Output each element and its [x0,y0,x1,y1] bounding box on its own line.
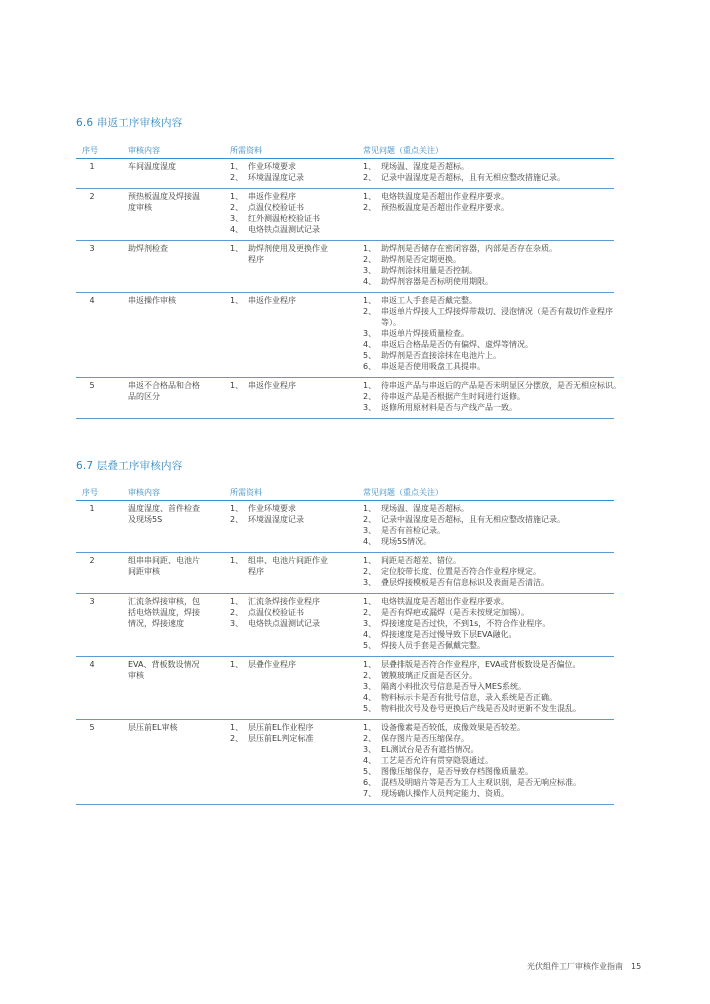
common-issue-entry [363,328,614,339]
table-row [76,189,614,241]
required-document-entry [230,503,352,514]
row-number: 5 [89,381,95,390]
audit-item [128,295,218,306]
page-number: 15 [631,962,642,971]
required-document-entry-text: 作业环境要求 [248,504,296,513]
audit-item-line: 串返不合格品和合格 [128,381,200,390]
common-issue-entry-number: 1、 [363,660,377,669]
common-issue-entry-text: 待串返产品是否根据产生时间进行返修。 [381,392,525,401]
header-need: 所需资料 [230,146,262,155]
common-issue-entry [363,640,614,651]
common-issue-entry-number: 4、 [363,693,377,702]
common-issue-entry-number: 1、 [363,244,377,253]
common-issue-entry [363,243,614,254]
table-header [76,487,614,501]
common-issue-entry-number: 1、 [363,192,377,201]
common-issue-entry-number: 3、 [363,329,377,338]
common-issue-entry [363,788,614,799]
required-document-entry-text: 层压前EL作业程序 [248,723,314,732]
common-issue-entry [363,380,621,391]
required-document-entry [230,172,352,183]
common-issue-entry [363,525,614,536]
common-issue-entry-number: 5、 [363,351,377,360]
required-document-entry [230,722,352,733]
required-document-entry [230,607,352,618]
common-issue-list [363,659,614,714]
common-issue-entry-continuation: 等）。 [381,318,401,327]
required-document-entry-text: 作业环境要求 [248,162,296,171]
required-document-entry-number: 1、 [230,192,244,201]
common-issue-entry-text: 现场确认操作人员判定能力、资质。 [381,789,509,798]
common-issue-entry [363,766,614,777]
audit-item-line: 及现场5S [128,515,163,524]
common-issue-entry [363,670,614,681]
header-no: 序号 [82,146,98,155]
table-row [76,720,614,805]
required-document-entry-text: 层叠作业程序 [248,660,296,669]
header-issue: 常见问题（重点关注） [363,488,443,497]
common-issue-entry [363,402,614,413]
common-issue-entry [363,361,614,372]
common-issue-entry [363,514,614,525]
audit-item-line: 品的区分 [128,392,160,401]
header-no: 序号 [82,488,98,497]
common-issue-entry-text: 隔离小料批次号信息是否导入MES系统。 [381,682,527,691]
common-issue-entry-text: 返修所用原材料是否与产线产品一致。 [381,403,517,412]
section-title-6-7: 6.7 层叠工序审核内容 [76,460,183,472]
common-issue-entry-text: 电烙铁温度是否超出作业程序要求。 [381,192,509,201]
common-issue-entry-text: 记录中温湿度是否超标，且有无相应整改措施记录。 [381,173,565,182]
required-document-entry [230,295,352,306]
common-issue-entry [363,350,614,361]
audit-item [128,191,218,213]
audit-table-6-7 [76,487,614,805]
audit-item [128,161,218,172]
common-issue-entry-number: 3、 [363,619,377,628]
table-row [76,241,614,293]
header-item: 审核内容 [128,488,160,497]
common-issue-entry-text: 图像压缩保存，是否导致存档图像质量差。 [381,767,533,776]
required-document-entry-text: 串返作业程序 [248,296,296,305]
common-issue-entry-text: 焊接速度是否过慢导致下层EVA融化。 [381,630,517,639]
required-document-entry-number: 1、 [230,162,244,171]
required-document-entry-number: 3、 [230,619,244,628]
common-issue-list [363,722,614,799]
required-document-entry-text: 串返作业程序 [248,192,296,201]
common-issue-entry-number: 2、 [363,608,377,617]
audit-item-line: EVA、背板数设情况 [128,660,200,669]
table-header [76,145,614,159]
required-document-entry-text: 点温仪校验证书 [248,608,304,617]
common-issue-entry-text: 设备像素是否较低，成像效果是否较差。 [381,723,525,732]
common-issue-list [363,503,614,547]
common-issue-entry-number: 2、 [363,734,377,743]
required-document-entry-number: 4、 [230,225,244,234]
required-document-entry-text: 环境温湿度记录 [248,515,304,524]
required-document-entry-number: 1、 [230,723,244,732]
common-issue-entry-text: 焊接人员手套是否佩戴完整。 [381,641,485,650]
required-document-entry-text: 红外测温枪校验证书 [248,214,320,223]
common-issue-entry-number: 3、 [363,578,377,587]
audit-item-line: 间距审核 [128,567,160,576]
row-number: 4 [89,296,95,305]
required-document-entry [230,224,352,235]
row-number: 4 [89,660,95,669]
footer-title: 光伏组件工厂审核作业指南 [527,962,623,971]
row-number: 3 [89,244,95,253]
audit-item-line: 组串串间距、电池片 [128,556,200,565]
required-document-entry [230,243,352,254]
header-need: 所需资料 [230,488,262,497]
common-issue-entry [363,596,614,607]
required-document-entry-number: 1、 [230,244,244,253]
common-issue-entry-number: 1、 [363,381,377,390]
common-issue-entry-text: 物料标示卡是否有批号信息，录入系统是否正确。 [381,693,557,702]
required-document-entry [230,514,352,525]
common-issue-entry [363,339,614,350]
required-document-entry-text: 电烙铁点温测试记录 [248,225,320,234]
required-document-list [230,596,352,629]
common-issue-entry [363,295,614,306]
required-document-entry-text: 点温仪校验证书 [248,203,304,212]
common-issue-entry-text: 待串返产品与串返后的产品是否未明显区分摆放，是否无相应标识。 [381,381,621,390]
required-document-list [230,722,352,744]
common-issue-entry [363,681,614,692]
table-row [76,594,614,657]
common-issue-list [363,191,614,213]
common-issue-entry-text: 串返是否使用吸盘工具提串。 [381,362,485,371]
common-issue-entry-text: 工艺是否允许有贯穿隐裂通过。 [381,756,493,765]
required-document-entry-text: 汇流条焊接作业程序 [248,597,320,606]
common-issue-entry-text: 保存图片是否压缩保存。 [381,734,469,743]
required-document-entry-continuation: 程序 [248,255,264,264]
common-issue-entry-number: 6、 [363,362,377,371]
required-document-entry [230,380,352,391]
common-issue-entry-text: 定位胶带长度、位置是否符合作业程序规定。 [381,567,541,576]
required-document-entry [230,191,352,202]
header-item: 审核内容 [128,146,160,155]
audit-item-line: 串返操作审核 [128,296,176,305]
table-row [76,378,621,419]
common-issue-entry-number: 4、 [363,537,377,546]
common-issue-list [363,161,614,183]
common-issue-entry-number: 2、 [363,567,377,576]
required-document-entry-text: 环境温湿度记录 [248,173,304,182]
common-issue-entry [363,391,614,402]
required-document-entry-number: 2、 [230,515,244,524]
common-issue-entry-text: 物料批次号及卷号更换后产线是否及时更新不发生混乱。 [381,704,581,713]
audit-item-line: 车间温度湿度 [128,162,176,171]
audit-item [128,380,218,402]
common-issue-entry-text: 串返单片焊接质量检查。 [381,329,469,338]
required-document-list [230,161,352,183]
row-number: 3 [89,597,95,606]
required-document-list [230,380,352,391]
table-row [76,553,614,594]
required-document-entry-number: 2、 [230,608,244,617]
common-issue-list [363,555,614,588]
common-issue-entry-text: 串返单片焊接人工焊接焊带裁切、浸泡情况（是否有裁切作业程序 [381,307,613,316]
common-issue-entry-text: 助焊剂涂抹用量是否控制。 [381,266,477,275]
required-document-list [230,243,352,265]
required-document-entry [230,733,352,744]
common-issue-entry-number: 5、 [363,767,377,776]
required-document-entry [230,596,352,607]
common-issue-entry-number: 2、 [363,173,377,182]
table-row [76,159,614,189]
common-issue-entry-number: 7、 [363,789,377,798]
common-issue-list [363,596,614,651]
required-document-entry-continuation: 程序 [248,567,264,576]
audit-item-line: 括电烙铁温度，焊接 [128,608,200,617]
common-issue-entry-number: 3、 [363,403,377,412]
audit-item [128,722,218,733]
common-issue-entry [363,566,614,577]
audit-item-line: 汇流条焊接审核，包 [128,597,200,606]
common-issue-entry [363,692,614,703]
audit-item [128,555,218,577]
required-document-entry-number: 1、 [230,381,244,390]
audit-item-line: 层压前EL审核 [128,723,178,732]
common-issue-entry-text: 混档及明暗片等是否为工人主观识别，是否无响应标准。 [381,778,581,787]
common-issue-entry-number: 1、 [363,162,377,171]
audit-item [128,596,218,629]
required-document-list [230,503,352,525]
common-issue-entry-text: 助焊剂是否直接涂抹在电池片上。 [381,351,501,360]
required-document-entry-number: 3、 [230,214,244,223]
common-issue-entry [363,629,614,640]
common-issue-entry-text: 现场5S情况。 [381,537,432,546]
required-document-list [230,191,352,235]
common-issue-entry-number: 1、 [363,723,377,732]
audit-item-line: 助焊剂检查 [128,244,168,253]
common-issue-entry-number: 2、 [363,392,377,401]
common-issue-entry-text: 串返工人手套是否戴完整。 [381,296,477,305]
required-document-entry-text: 层压前EL判定标准 [248,734,314,743]
audit-item [128,659,218,681]
common-issue-entry [363,733,614,744]
required-document-list [230,555,352,577]
header-issue: 常见问题（重点关注） [363,146,443,155]
common-issue-entry-text: 现场温、湿度是否超标。 [381,162,469,171]
common-issue-entry-text: EL测试台是否有遮挡情况。 [381,745,479,754]
common-issue-entry-number: 2、 [363,515,377,524]
common-issue-entry [363,191,614,202]
common-issue-entry [363,555,614,566]
common-issue-entry-number: 2、 [363,671,377,680]
table-row [76,657,614,720]
required-document-list [230,295,352,306]
table-row [76,293,614,378]
common-issue-entry [363,703,614,714]
common-issue-entry [363,306,614,317]
required-document-entry-number: 2、 [230,173,244,182]
common-issue-entry-number: 2、 [363,255,377,264]
row-number: 2 [89,192,95,201]
section-title-6-6: 6.6 串返工序审核内容 [76,117,183,129]
common-issue-entry-number: 2、 [363,307,377,316]
common-issue-entry-number: 3、 [363,682,377,691]
page-footer [527,961,641,972]
common-issue-entry [363,254,614,265]
common-issue-entry [363,755,614,766]
required-document-entry-text: 串返作业程序 [248,381,296,390]
common-issue-list [363,243,614,287]
required-document-entry [230,202,352,213]
common-issue-entry [363,265,614,276]
common-issue-entry-number: 4、 [363,277,377,286]
common-issue-entry-number: 5、 [363,704,377,713]
required-document-entry-number: 1、 [230,660,244,669]
audit-table-6-6 [76,145,621,419]
common-issue-list [363,295,614,372]
common-issue-entry-number: 4、 [363,630,377,639]
common-issue-entry-number: 1、 [363,556,377,565]
common-issue-entry [363,618,614,629]
common-issue-entry-text: 助焊剂容器是否标明使用期限。 [381,277,493,286]
common-issue-entry-text: 是否有首检记录。 [381,526,445,535]
common-issue-entry-number: 3、 [363,526,377,535]
common-issue-entry-number: 4、 [363,756,377,765]
required-document-entry-number: 1、 [230,556,244,565]
common-issue-entry-text: 电烙铁温度是否超出作业程序要求。 [381,597,509,606]
audit-item [128,243,218,254]
required-document-entry-number: 1、 [230,504,244,513]
audit-item-line: 温度湿度、首件检查 [128,504,200,513]
common-issue-entry-text: 层叠排版是否符合作业程序，EVA或背板数设是否偏位。 [381,660,581,669]
required-document-entry [230,618,352,629]
audit-item-line: 度审核 [128,203,152,212]
common-issue-entry-text: 记录中温湿度是否超标，且有无相应整改措施记录。 [381,515,565,524]
common-issue-entry [363,777,614,788]
common-issue-entry-number: 1、 [363,504,377,513]
common-issue-entry [363,202,614,213]
common-issue-entry-number: 2、 [363,203,377,212]
common-issue-entry-text: 是否有焊疤或漏焊（是否未按规定加锡）。 [381,608,529,617]
common-issue-entry-number: 3、 [363,266,377,275]
common-issue-entry-number: 1、 [363,597,377,606]
common-issue-entry [363,607,614,618]
common-issue-entry-number: 6、 [363,778,377,787]
audit-item-line: 情况，焊接速度 [128,619,184,628]
required-document-entry [230,555,352,566]
common-issue-entry-text: 助焊剂是否定期更换。 [381,255,461,264]
audit-item-line: 审核 [128,671,144,680]
required-document-entry-number: 1、 [230,597,244,606]
common-issue-list [363,380,621,413]
common-issue-entry [363,536,614,547]
common-issue-entry-number: 3、 [363,745,377,754]
common-issue-entry [363,744,614,755]
row-number: 1 [89,162,95,171]
common-issue-entry-number: 1、 [363,296,377,305]
required-document-list [230,659,352,670]
audit-item-line: 预热板温度及焊接温 [128,192,200,201]
common-issue-entry-number: 4、 [363,340,377,349]
common-issue-entry-text: 焊接速度是否过快，不到1s，不符合作业程序。 [381,619,551,628]
required-document-entry [230,213,352,224]
common-issue-entry-text: 镀膜玻璃正反面是否区分。 [381,671,477,680]
common-issue-entry [363,276,614,287]
required-document-entry-text: 组串、电池片间距作业 [248,556,328,565]
common-issue-entry-text: 助焊剂是否储存在密闭容器，内部是否存在杂质。 [381,244,557,253]
common-issue-entry [363,722,614,733]
common-issue-entry [363,503,614,514]
row-number: 5 [89,723,95,732]
common-issue-entry-text: 间距是否超差、错位。 [381,556,461,565]
common-issue-entry-text: 叠层焊接模板是否有信息标识及表面是否清洁。 [381,578,549,587]
audit-item [128,503,218,525]
common-issue-entry [363,577,614,588]
required-document-entry-text: 电烙铁点温测试记录 [248,619,320,628]
required-document-entry-text: 助焊剂使用及更换作业 [248,244,328,253]
common-issue-entry [363,172,614,183]
required-document-entry-number: 1、 [230,296,244,305]
common-issue-entry-text: 串返后合格品是否仍有偏焊、虚焊等情况。 [381,340,533,349]
common-issue-entry-text: 现场温、湿度是否超标。 [381,504,469,513]
common-issue-entry [363,659,614,670]
required-document-entry-number: 2、 [230,734,244,743]
required-document-entry-number: 2、 [230,203,244,212]
required-document-entry [230,659,352,670]
row-number: 2 [89,556,95,565]
common-issue-entry-text: 预热板温度是否超出作业程序要求。 [381,203,509,212]
required-document-entry [230,161,352,172]
common-issue-entry-number: 5、 [363,641,377,650]
row-number: 1 [89,504,95,513]
common-issue-entry [363,161,614,172]
table-row [76,501,614,553]
